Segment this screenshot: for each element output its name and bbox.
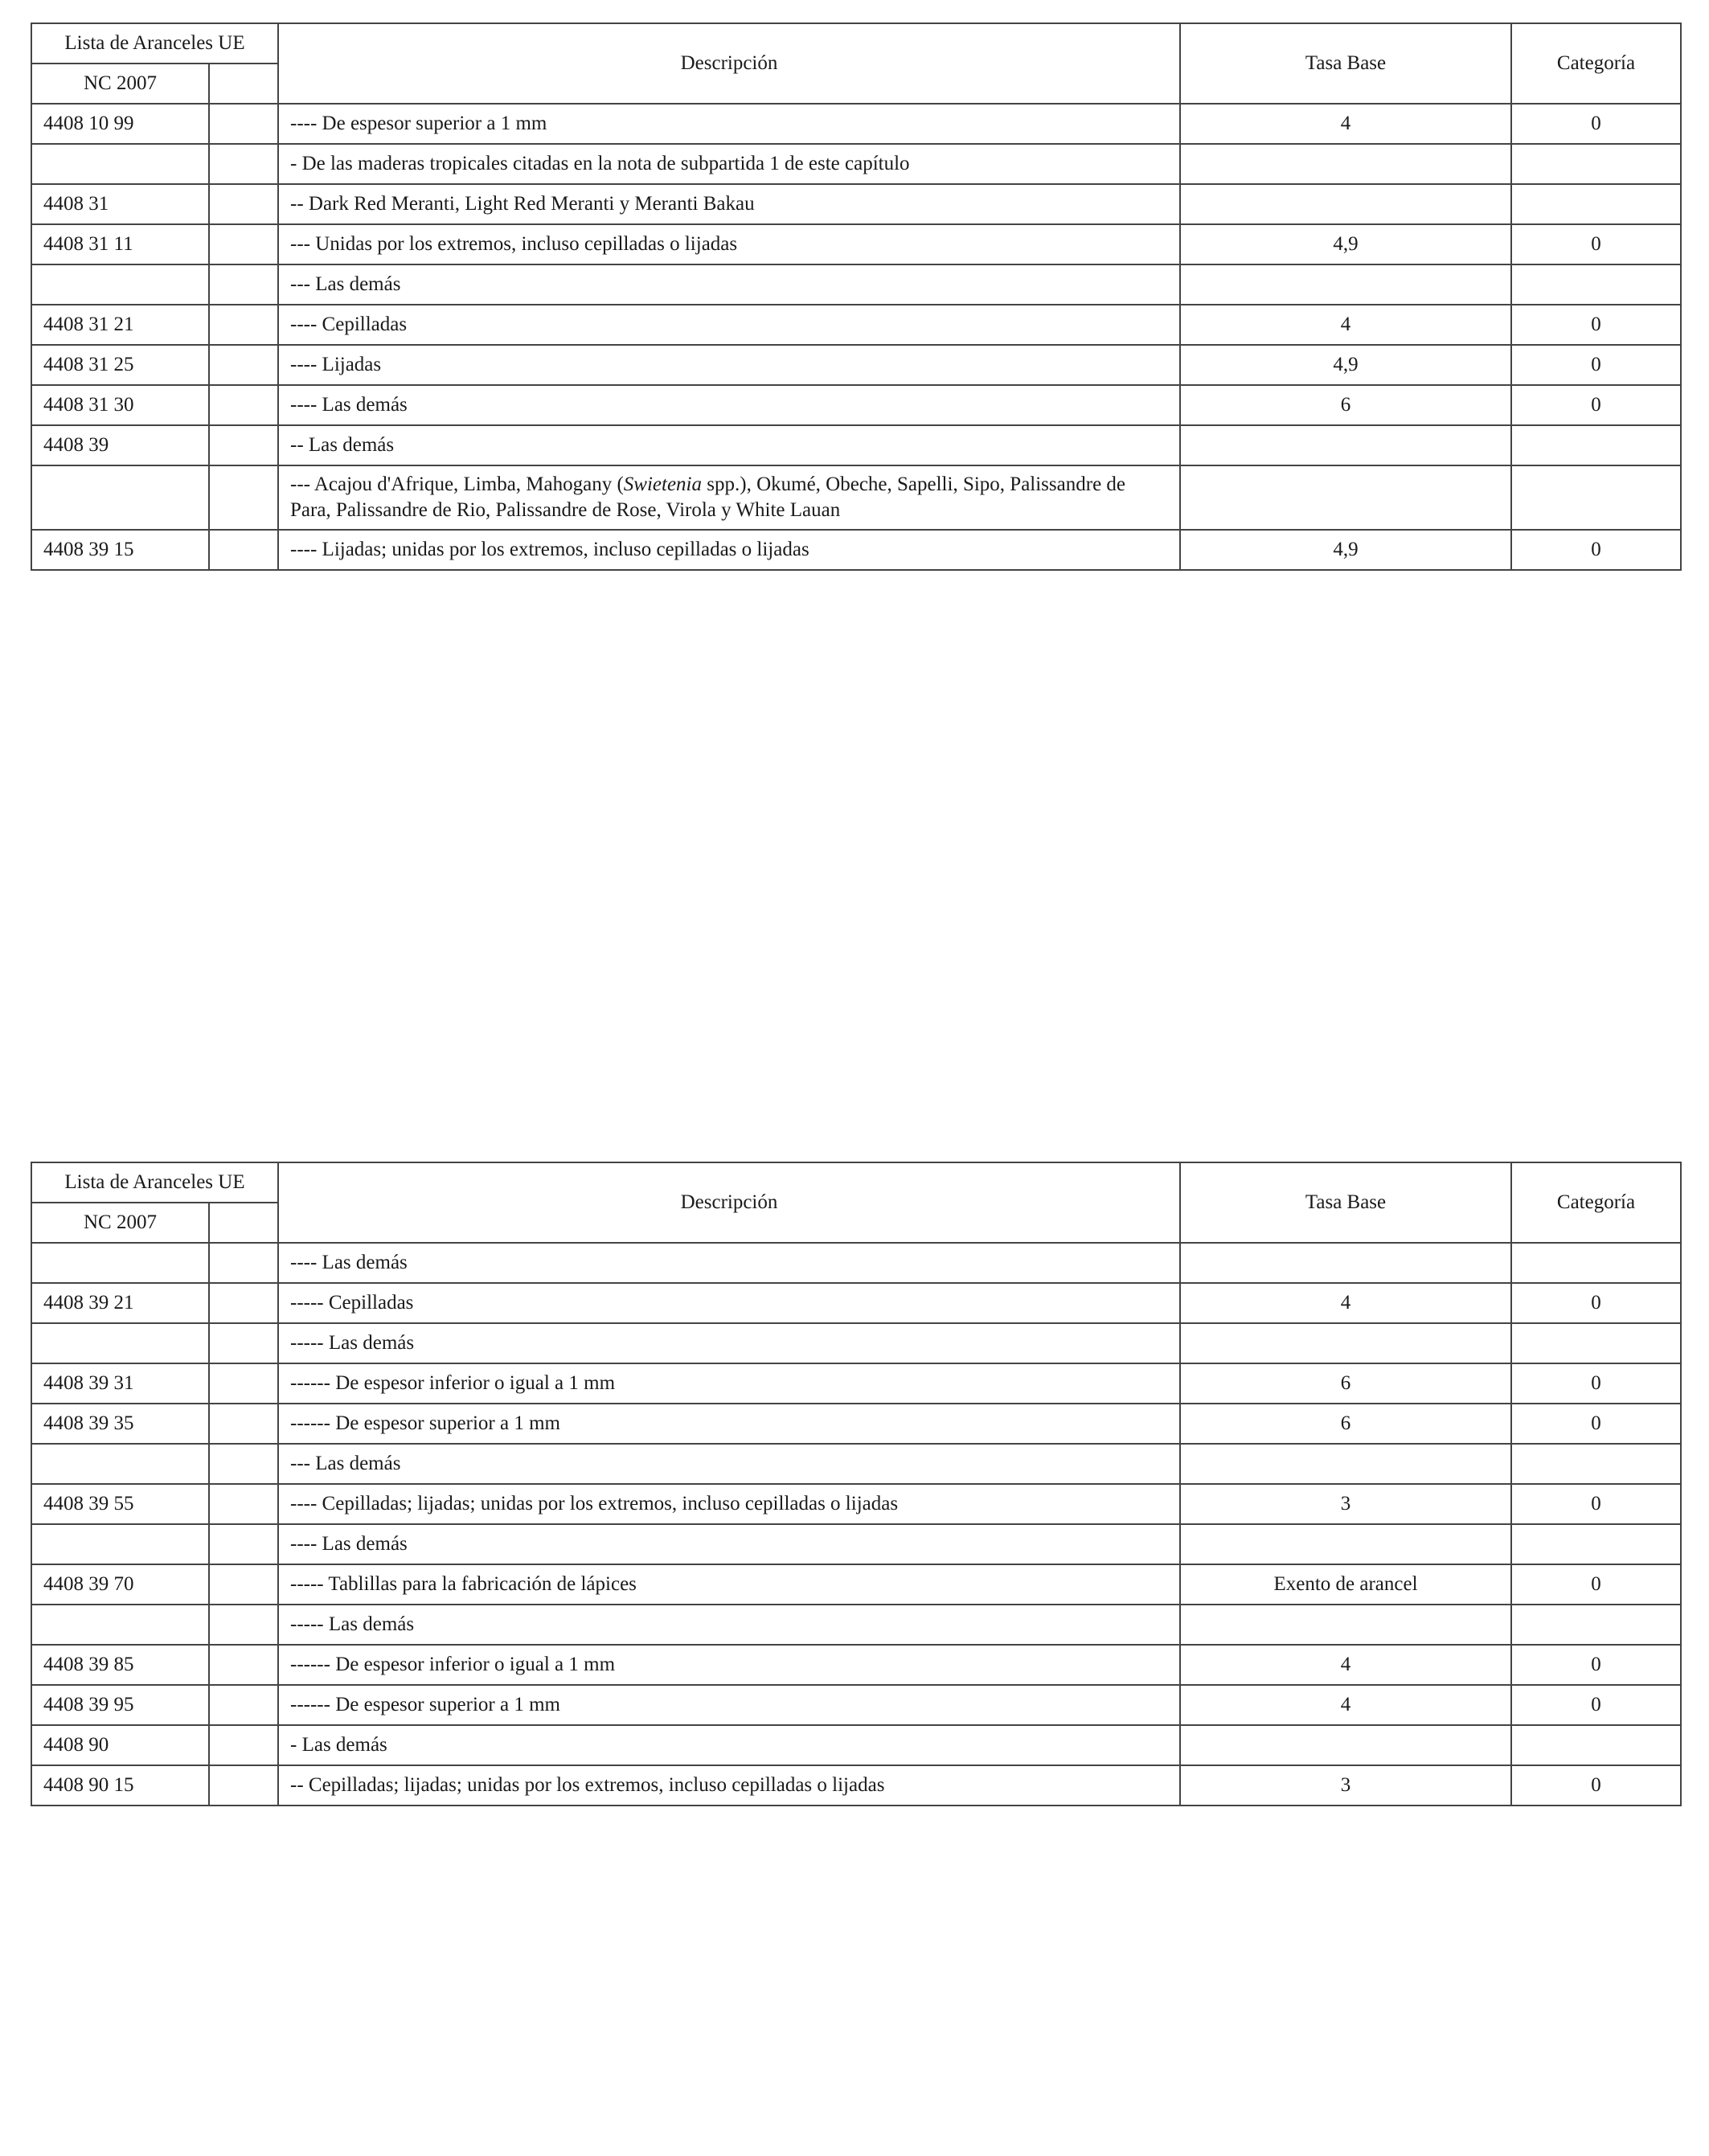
- rate-cell: [1180, 264, 1511, 305]
- rate-cell: [1180, 1725, 1511, 1765]
- blank-cell: [209, 1765, 278, 1806]
- code-cell: 4408 39 85: [31, 1645, 209, 1685]
- table-row: [31, 1765, 1681, 1806]
- category-cell: [1511, 1725, 1681, 1765]
- description-cell: ---- Lijadas; unidas por los extremos, incluso cepilladas o lijadas: [278, 530, 1180, 570]
- list-header: Lista de Aranceles UE: [31, 23, 278, 64]
- code-cell: 4408 10 99: [31, 104, 209, 144]
- blank-cell: [209, 104, 278, 144]
- description-cell: ---- Las demás: [278, 385, 1180, 425]
- table-row: [31, 425, 1681, 465]
- rate-cell: 3: [1180, 1484, 1511, 1524]
- blank-cell: [209, 1243, 278, 1283]
- description-cell: --- Unidas por los extremos, incluso cepilladas o lijadas: [278, 224, 1180, 264]
- blank-cell: [209, 465, 278, 530]
- category-cell: [1511, 1524, 1681, 1564]
- table-row: [31, 1725, 1681, 1765]
- category-header: Categoría: [1511, 23, 1681, 104]
- code-cell: 4408 39 70: [31, 1564, 209, 1605]
- category-cell: 0: [1511, 1765, 1681, 1806]
- rate-cell: 6: [1180, 385, 1511, 425]
- table-row: [31, 1404, 1681, 1444]
- category-cell: [1511, 425, 1681, 465]
- table-row: [31, 184, 1681, 224]
- code-cell: [31, 1243, 209, 1283]
- rate-cell: 6: [1180, 1404, 1511, 1444]
- rate-cell: [1180, 425, 1511, 465]
- blank-cell: [209, 1404, 278, 1444]
- description-cell: ----- Tablillas para la fabricación de lápices: [278, 1564, 1180, 1605]
- header-row-top: [31, 1162, 1681, 1203]
- table-row: [31, 1243, 1681, 1283]
- category-cell: 0: [1511, 1645, 1681, 1685]
- category-cell: 0: [1511, 1484, 1681, 1524]
- rate-header: Tasa Base: [1180, 1162, 1511, 1243]
- code-cell: 4408 31 11: [31, 224, 209, 264]
- category-cell: [1511, 264, 1681, 305]
- category-cell: [1511, 1605, 1681, 1645]
- blank-cell: [209, 425, 278, 465]
- tariff-table-1: [31, 23, 1682, 571]
- code-cell: 4408 31 30: [31, 385, 209, 425]
- blank-cell: [209, 530, 278, 570]
- rate-cell: 4: [1180, 104, 1511, 144]
- tariff-table-2: [31, 1162, 1682, 1806]
- description-cell: ------ De espesor superior a 1 mm: [278, 1685, 1180, 1725]
- rate-cell: [1180, 144, 1511, 184]
- description-cell: ---- Cepilladas; lijadas; unidas por los extremos, incluso cepilladas o lijadas: [278, 1484, 1180, 1524]
- description-cell: ---- De espesor superior a 1 mm: [278, 104, 1180, 144]
- code-cell: 4408 31 21: [31, 305, 209, 345]
- blank-cell: [209, 345, 278, 385]
- category-cell: 0: [1511, 1564, 1681, 1605]
- blank-cell: [209, 1564, 278, 1605]
- rate-cell: 6: [1180, 1363, 1511, 1404]
- description-cell: --- Las demás: [278, 264, 1180, 305]
- code-cell: 4408 39 95: [31, 1685, 209, 1725]
- blank-cell: [209, 64, 278, 104]
- description-header: Descripción: [278, 23, 1180, 104]
- table-row: [31, 1685, 1681, 1725]
- table-row: [31, 1524, 1681, 1564]
- description-cell: ----- Las demás: [278, 1323, 1180, 1363]
- rate-cell: [1180, 184, 1511, 224]
- code-cell: 4408 39 21: [31, 1283, 209, 1323]
- description-prefix: --- Acajou d'Afrique, Limba, Mahogany (: [290, 473, 624, 495]
- blank-cell: [209, 385, 278, 425]
- code-cell: 4408 39 35: [31, 1404, 209, 1444]
- description-cell: ---- Lijadas: [278, 345, 1180, 385]
- rate-cell: [1180, 1444, 1511, 1484]
- category-cell: [1511, 1444, 1681, 1484]
- description-cell: - Las demás: [278, 1725, 1180, 1765]
- table-row: [31, 305, 1681, 345]
- rate-cell: 4,9: [1180, 345, 1511, 385]
- category-cell: [1511, 465, 1681, 530]
- category-cell: 0: [1511, 1283, 1681, 1323]
- category-cell: 0: [1511, 1685, 1681, 1725]
- code-cell: 4408 90 15: [31, 1765, 209, 1806]
- description-cell: ----- Las demás: [278, 1605, 1180, 1645]
- list-header: Lista de Aranceles UE: [31, 1162, 278, 1203]
- rate-cell: 4: [1180, 305, 1511, 345]
- blank-cell: [209, 1444, 278, 1484]
- table-row: [31, 144, 1681, 184]
- category-cell: [1511, 184, 1681, 224]
- rate-cell: Exento de arancel: [1180, 1564, 1511, 1605]
- description-cell: ---- Las demás: [278, 1243, 1180, 1283]
- rate-cell: 4: [1180, 1283, 1511, 1323]
- table-row: [31, 1645, 1681, 1685]
- description-cell: -- Las demás: [278, 425, 1180, 465]
- rate-cell: [1180, 1323, 1511, 1363]
- rate-cell: [1180, 465, 1511, 530]
- code-cell: 4408 39 31: [31, 1363, 209, 1404]
- blank-cell: [209, 1363, 278, 1404]
- blank-cell: [209, 1203, 278, 1243]
- description-cell: - De las maderas tropicales citadas en la nota de subpartida 1 de este capítulo: [278, 144, 1180, 184]
- table-row: [31, 385, 1681, 425]
- table-row: [31, 1363, 1681, 1404]
- code-cell: 4408 31 25: [31, 345, 209, 385]
- code-cell: 4408 39 15: [31, 530, 209, 570]
- table-row: [31, 1444, 1681, 1484]
- table-row: [31, 104, 1681, 144]
- category-cell: 0: [1511, 345, 1681, 385]
- blank-cell: [209, 144, 278, 184]
- rate-cell: [1180, 1605, 1511, 1645]
- description-cell: -- Cepilladas; lijadas; unidas por los extremos, incluso cepilladas o lijadas: [278, 1765, 1180, 1806]
- category-cell: [1511, 1323, 1681, 1363]
- category-cell: 0: [1511, 1404, 1681, 1444]
- blank-cell: [209, 184, 278, 224]
- blank-cell: [209, 224, 278, 264]
- category-cell: 0: [1511, 1363, 1681, 1404]
- description-suffix: spp.), Okumé, Obeche, Sapelli, Sipo, Palissandre de Para, Palissandre de Rio, Palissandre de Rose, Virola y White Lauan: [290, 473, 1126, 521]
- description-header: Descripción: [278, 1162, 1180, 1243]
- category-header: Categoría: [1511, 1162, 1681, 1243]
- table-row: [31, 1283, 1681, 1323]
- code-cell: [31, 264, 209, 305]
- code-cell: [31, 1524, 209, 1564]
- rate-header: Tasa Base: [1180, 23, 1511, 104]
- rate-cell: 4: [1180, 1645, 1511, 1685]
- code-cell: [31, 1605, 209, 1645]
- code-cell: [31, 465, 209, 530]
- category-cell: 0: [1511, 104, 1681, 144]
- rate-cell: [1180, 1243, 1511, 1283]
- description-cell: ----- Cepilladas: [278, 1283, 1180, 1323]
- code-cell: 4408 31: [31, 184, 209, 224]
- blank-cell: [209, 1685, 278, 1725]
- table-row: [31, 1484, 1681, 1524]
- category-cell: [1511, 144, 1681, 184]
- category-cell: 0: [1511, 530, 1681, 570]
- rate-cell: 4,9: [1180, 224, 1511, 264]
- blank-cell: [209, 1524, 278, 1564]
- rate-cell: 4: [1180, 1685, 1511, 1725]
- table-row: [31, 224, 1681, 264]
- code-cell: 4408 39: [31, 425, 209, 465]
- description-cell: ---- Las demás: [278, 1524, 1180, 1564]
- rate-cell: [1180, 1524, 1511, 1564]
- category-cell: [1511, 1243, 1681, 1283]
- description-cell: ------ De espesor inferior o igual a 1 mm: [278, 1645, 1180, 1685]
- table-row: [31, 264, 1681, 305]
- rate-cell: 4,9: [1180, 530, 1511, 570]
- description-cell: --- Las demás: [278, 1444, 1180, 1484]
- blank-cell: [209, 1283, 278, 1323]
- description-cell: ------ De espesor superior a 1 mm: [278, 1404, 1180, 1444]
- description-cell: ------ De espesor inferior o igual a 1 mm: [278, 1363, 1180, 1404]
- table-row: [31, 1564, 1681, 1605]
- table-row: [31, 530, 1681, 570]
- description-cell: [278, 465, 1180, 530]
- code-cell: [31, 1323, 209, 1363]
- blank-cell: [209, 1645, 278, 1685]
- code-cell: [31, 144, 209, 184]
- blank-cell: [209, 305, 278, 345]
- category-cell: 0: [1511, 224, 1681, 264]
- header-row-top: [31, 23, 1681, 64]
- code-cell: [31, 1444, 209, 1484]
- table-row: [31, 1323, 1681, 1363]
- genus-name: Swietenia: [623, 473, 703, 495]
- nc-header: NC 2007: [31, 1203, 209, 1243]
- description-cell: -- Dark Red Meranti, Light Red Meranti y Meranti Bakau: [278, 184, 1180, 224]
- blank-cell: [209, 1323, 278, 1363]
- description-cell: ---- Cepilladas: [278, 305, 1180, 345]
- table-row: [31, 465, 1681, 530]
- blank-cell: [209, 264, 278, 305]
- code-cell: 4408 90: [31, 1725, 209, 1765]
- blank-cell: [209, 1725, 278, 1765]
- table-row: [31, 1605, 1681, 1645]
- rate-cell: 3: [1180, 1765, 1511, 1806]
- nc-header: NC 2007: [31, 64, 209, 104]
- blank-cell: [209, 1605, 278, 1645]
- code-cell: 4408 39 55: [31, 1484, 209, 1524]
- category-cell: 0: [1511, 385, 1681, 425]
- table-row: [31, 345, 1681, 385]
- category-cell: 0: [1511, 305, 1681, 345]
- blank-cell: [209, 1484, 278, 1524]
